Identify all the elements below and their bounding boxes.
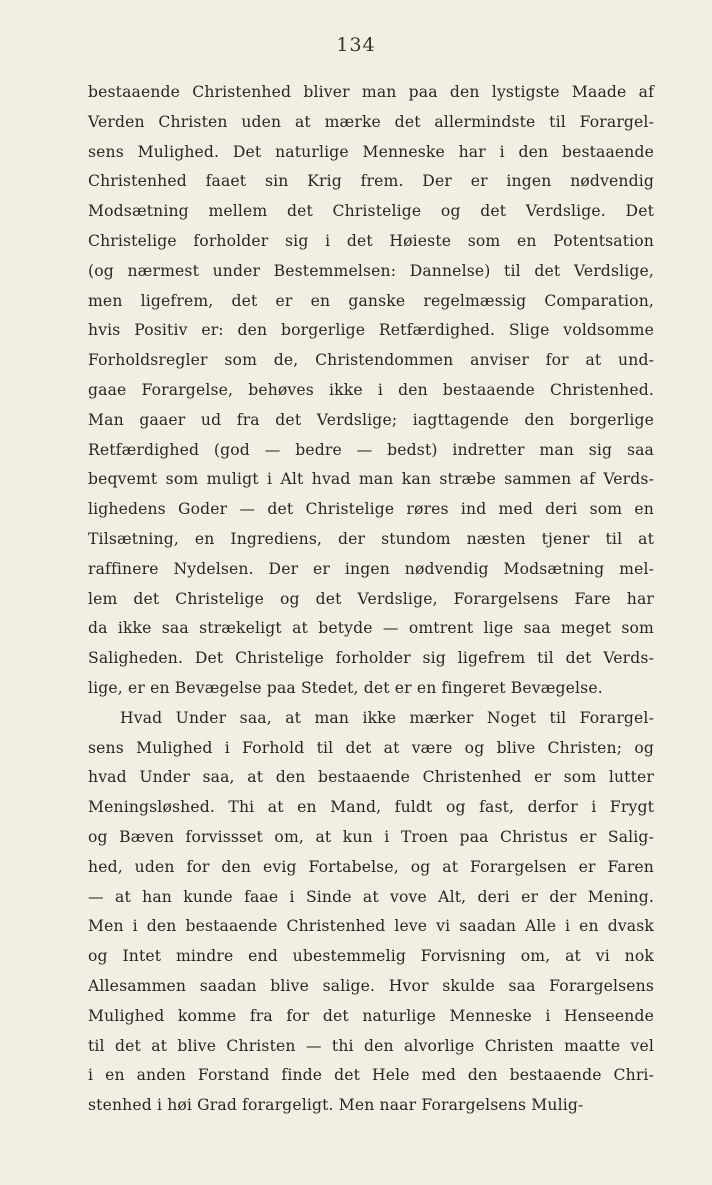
text-line: lem det Christelige og det Verdslige, Forargelsens Fare har [88, 589, 654, 608]
text-line: da ikke saa strækeligt at betyde — omtrent lige saa meget som [88, 619, 654, 638]
text-line: Verden Christen uden at mærke det allermindste til Forargel- [88, 112, 654, 131]
text-line: stenhed i høi Grad forargeligt. Men naar Forargelsens Mulig- [88, 1096, 584, 1115]
text-line: Modsætning mellem det Christelige og det Verdslige. Det [88, 202, 654, 221]
text-line: Christelige forholder sig i det Høieste som en Potentsation [88, 231, 654, 250]
text-line: — at han kunde faae i Sinde at vove Alt, deri er der Mening. [88, 887, 654, 906]
text-line: hvad Under saa, at den bestaaende Christenhed er som lutter [88, 768, 654, 787]
text-line: hvis Positiv er: den borgerlige Retfærdighed. Slige voldsomme [88, 321, 654, 340]
text-line: sens Mulighed i Forhold til det at være og blive Christen; og [88, 738, 654, 757]
text-line: og Intet mindre end ubestemmelig Forvisning om, at vi nok [88, 947, 654, 966]
text-line: Hvad Under saa, at man ikke mærker Noget til Forargel- [120, 708, 654, 727]
text-line: Saligheden. Det Christelige forholder sig ligefrem til det Verds- [88, 649, 654, 668]
text-line: Men i den bestaaende Christenhed leve vi saadan Alle i en dvask [88, 917, 654, 936]
text-line: og Bæven forvissset om, at kun i Troen paa Christus er Salig- [88, 827, 654, 846]
text-line: (og nærmest under Bestemmelsen: Dannelse) til det Verdslige, [88, 261, 654, 280]
text-line: Allesammen saadan blive salige. Hvor skulde saa Forargelsens [88, 976, 654, 995]
text-line: Meningsløshed. Thi at en Mand, fuldt og fast, derfor i Frygt [88, 798, 654, 817]
page-number: 134 [336, 34, 376, 56]
text-line: men ligefrem, det er en ganske regelmæssig Comparation, [88, 291, 654, 310]
text-line: hed, uden for den evig Fortabelse, og at Forargelsen er Faren [88, 857, 654, 876]
text-line: Retfærdighed (god — bedre — bedst) indretter man sig saa [88, 440, 654, 459]
text-line: gaae Forargelse, behøves ikke i den bestaaende Christenhed. [88, 380, 654, 399]
text-line: raffinere Nydelsen. Der er ingen nødvendig Modsætning mel- [88, 559, 654, 578]
text-line: Mulighed komme fra for det naturlige Menneske i Henseende [88, 1006, 654, 1025]
text-line: til det at blive Christen — thi den alvorlige Christen maatte vel [88, 1036, 654, 1055]
text-line: sens Mulighed. Det naturlige Menneske har i den bestaaende [88, 142, 654, 161]
text-line: Tilsætning, en Ingrediens, der stundom næsten tjener til at [88, 529, 654, 548]
text-line: Forholdsregler som de, Christendommen anviser for at und- [88, 351, 654, 370]
text-line: beqvemt som muligt i Alt hvad man kan stræbe sammen af Verds- [88, 470, 654, 489]
text-line: Man gaaer ud fra det Verdslige; iagttagende den borgerlige [88, 410, 654, 429]
text-line: Christenhed faaet sin Krig frem. Der er ingen nødvendig [88, 172, 654, 191]
text-line: bestaaende Christenhed bliver man paa den lystigste Maade af [88, 83, 654, 101]
text-line: lige, er en Bevægelse paa Stedet, det er en fingeret Bevægelse. [88, 678, 603, 697]
text-line: lighedens Goder — det Christelige røres ind med deri som en [88, 500, 654, 519]
body-text [88, 78, 654, 1121]
text-line: i en anden Forstand finde det Hele med den bestaaende Chri- [88, 1066, 654, 1085]
